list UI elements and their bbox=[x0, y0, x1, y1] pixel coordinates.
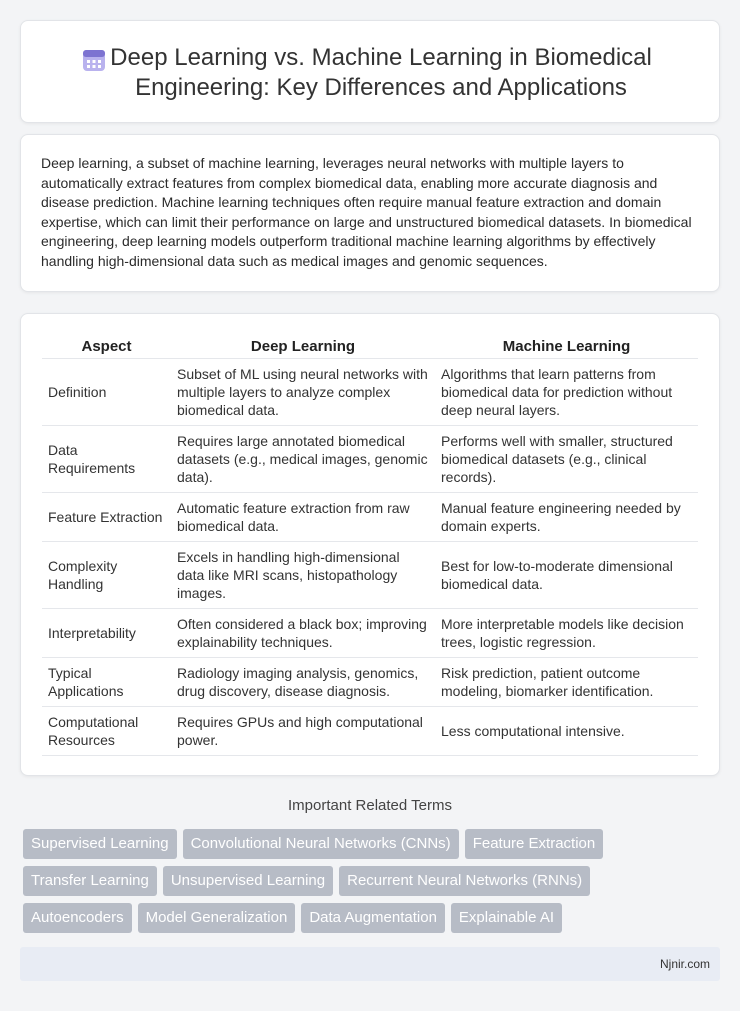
intro-card bbox=[20, 134, 720, 292]
related-term-tag[interactable]: Convolutional Neural Networks (CNNs) bbox=[183, 829, 459, 859]
row-aspect: Typical Applications bbox=[42, 657, 171, 706]
row-deep-learning: Automatic feature extraction from raw biomedical data. bbox=[171, 492, 435, 541]
header-aspect: Aspect bbox=[42, 334, 171, 358]
row-deep-learning: Excels in handling high-dimensional data like MRI scans, histopathology images. bbox=[171, 541, 435, 608]
row-aspect: Feature Extraction bbox=[42, 492, 171, 541]
table-row bbox=[42, 657, 698, 706]
row-deep-learning: Requires GPUs and high computational power. bbox=[171, 706, 435, 755]
related-term-tag[interactable]: Autoencoders bbox=[23, 903, 132, 933]
header-deep-learning: Deep Learning bbox=[171, 334, 435, 358]
table-row bbox=[42, 706, 698, 755]
related-term-tag[interactable]: Unsupervised Learning bbox=[163, 866, 333, 896]
title-card bbox=[20, 20, 720, 123]
row-aspect: Complexity Handling bbox=[42, 541, 171, 608]
related-term-tag[interactable]: Model Generalization bbox=[138, 903, 296, 933]
footer bbox=[20, 947, 720, 981]
row-aspect: Data Requirements bbox=[42, 425, 171, 492]
row-aspect: Interpretability bbox=[42, 608, 171, 657]
row-machine-learning: Less computational intensive. bbox=[435, 706, 698, 755]
row-aspect: Computational Resources bbox=[42, 706, 171, 755]
table-header-row bbox=[42, 334, 698, 358]
row-aspect: Definition bbox=[42, 358, 171, 425]
table-row bbox=[42, 492, 698, 541]
related-terms-title: Important Related Terms bbox=[288, 797, 452, 814]
table-row bbox=[42, 541, 698, 608]
comparison-table bbox=[42, 334, 698, 756]
related-term-tag[interactable]: Feature Extraction bbox=[465, 829, 604, 859]
related-terms-list bbox=[23, 829, 723, 940]
related-term-tag[interactable]: Supervised Learning bbox=[23, 829, 177, 859]
related-term-tag[interactable]: Explainable AI bbox=[451, 903, 562, 933]
row-machine-learning: Algorithms that learn patterns from biomedical data for prediction without deep neural layers. bbox=[435, 358, 698, 425]
row-machine-learning: Best for low-to-moderate dimensional biomedical data. bbox=[435, 541, 698, 608]
row-machine-learning: More interpretable models like decision trees, logistic regression. bbox=[435, 608, 698, 657]
table-row bbox=[42, 425, 698, 492]
related-term-tag[interactable]: Transfer Learning bbox=[23, 866, 157, 896]
footer-site[interactable]: Njnir.com bbox=[659, 957, 710, 971]
row-deep-learning: Subset of ML using neural networks with multiple layers to analyze complex biomedical data. bbox=[171, 358, 435, 425]
comparison-card bbox=[20, 313, 720, 776]
table-row bbox=[42, 358, 698, 425]
related-term-tag[interactable]: Data Augmentation bbox=[301, 903, 445, 933]
header-machine-learning: Machine Learning bbox=[435, 334, 698, 358]
row-machine-learning: Risk prediction, patient outcome modeling, biomarker identification. bbox=[435, 657, 698, 706]
page-title: Deep Learning vs. Machine Learning in Biomedical Engineering: Key Differences and Applications bbox=[110, 44, 652, 101]
table-row bbox=[42, 608, 698, 657]
related-term-tag[interactable]: Recurrent Neural Networks (RNNs) bbox=[339, 866, 590, 896]
row-machine-learning: Performs well with smaller, structured biomedical datasets (e.g., clinical records). bbox=[435, 425, 698, 492]
row-deep-learning: Requires large annotated biomedical datasets (e.g., medical images, genomic data). bbox=[171, 425, 435, 492]
row-deep-learning: Often considered a black box; improving explainability techniques. bbox=[171, 608, 435, 657]
row-deep-learning: Radiology imaging analysis, genomics, drug discovery, disease diagnosis. bbox=[171, 657, 435, 706]
row-machine-learning: Manual feature engineering needed by domain experts. bbox=[435, 492, 698, 541]
intro-paragraph: Deep learning, a subset of machine learning, leverages neural networks with multiple layers to automatically extract features from complex biomedical data, enabling more accurate diagnosis and disease prediction. Machine learning techniques often require manual feature extraction and domain expertise, which can limit their performance on large and unstructured biomedical datasets. In biomedical engineering, deep learning models outperform traditional machine learning algorithms by effectively handling high-dimensional data such as medical images and genomic sequences. bbox=[41, 155, 692, 269]
